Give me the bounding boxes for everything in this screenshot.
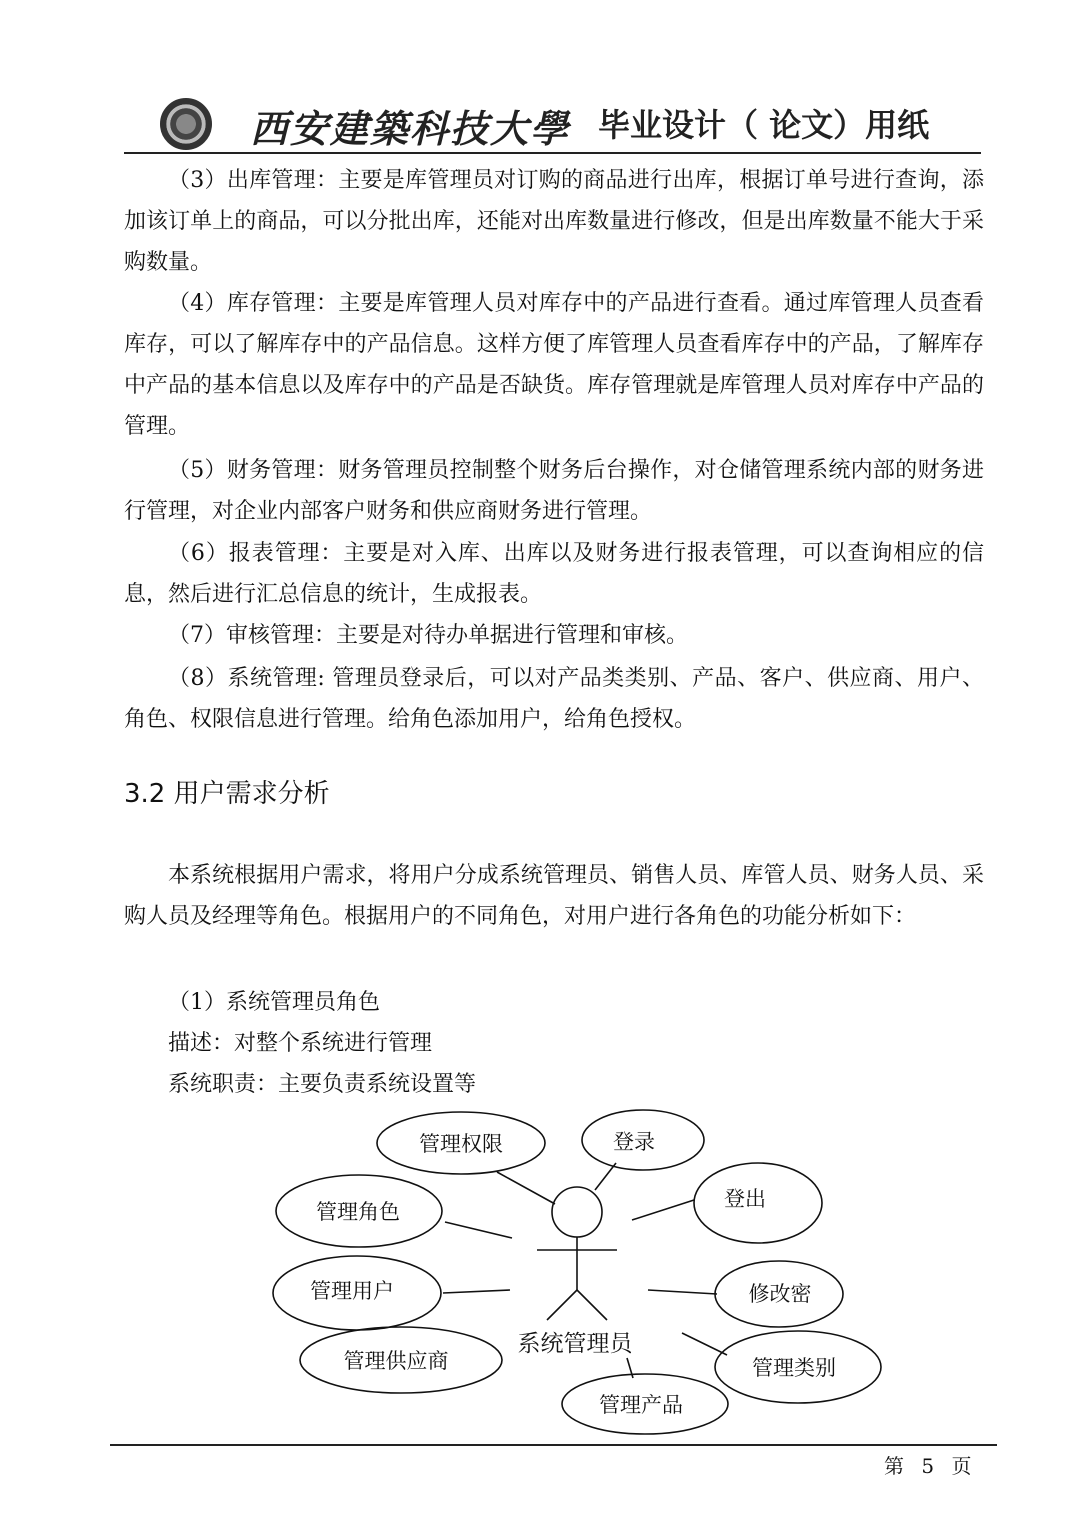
- paragraph-reports: （6）报表管理：主要是对入库、出库以及财务进行报表管理，可以查询相应的信息，然后进行汇总信息的统计，生成报表。: [124, 541, 984, 607]
- footer-divider: [110, 1444, 997, 1446]
- university-name: 西安建築科技大學: [250, 106, 571, 151]
- usecase-label-manage-permissions: 管理权限: [419, 1132, 503, 1156]
- link-manage-roles: [445, 1222, 512, 1238]
- link-change-password: [648, 1290, 717, 1294]
- usecase-label-change-password: 修改密: [748, 1282, 812, 1306]
- page-number: [884, 1450, 982, 1479]
- usecase-label-manage-categories: 管理类别: [752, 1356, 836, 1380]
- usecase-label-manage-users: 管理用户: [310, 1279, 394, 1303]
- section-heading: 3.2 用户需求分析: [124, 779, 330, 809]
- paragraph-inventory: （4）库存管理：主要是库管理人员对库存中的产品进行查看。通过库管理人员查看库存，可以了解库存中的产品信息。这样方便了库管理人员查看库存中的产品，了解库存中产品的基本信息以及库存中的产品是否缺货。库存管理就是库管理人员对库存中产品的管理。: [124, 291, 984, 439]
- usecase-label-manage-roles: 管理角色: [316, 1200, 400, 1224]
- link-manage-permissions: [497, 1172, 555, 1204]
- paragraph-audit: （7）审核管理：主要是对待办单据进行管理和审核。: [168, 623, 688, 648]
- link-login: [595, 1163, 616, 1190]
- actor-head: [552, 1187, 602, 1237]
- link-manage-categories: [682, 1333, 727, 1355]
- usecase-label-manage-products: 管理产品: [599, 1393, 683, 1417]
- link-manage-users: [443, 1290, 510, 1293]
- paper-title: 毕业设计（ 论文）用纸: [598, 106, 930, 144]
- paragraph-finance: （5）财务管理：财务管理员控制整个财务后台操作，对仓储管理系统内部的财务进行管理，对企业内部客户财务和供应商财务进行管理。: [124, 458, 984, 524]
- actor-right-leg: [577, 1290, 607, 1320]
- usecase-label-login: 登录: [613, 1130, 655, 1154]
- actor-left-leg: [547, 1290, 577, 1320]
- page-number-value: 5: [921, 1454, 935, 1478]
- role-duty: 系统职责：主要负责系统设置等: [168, 1072, 477, 1097]
- actor-label: 系统管理员: [517, 1331, 633, 1357]
- intro-paragraph: 本系统根据用户需求，将用户分成系统管理员、销售人员、库管人员、财务人员、采购人员及经理等角色。根据用户的不同角色，对用户进行各角色的功能分析如下：: [124, 863, 984, 929]
- usecase-label-manage-suppliers: 管理供应商: [343, 1349, 449, 1373]
- role-description: 描述：对整个系统进行管理: [168, 1031, 433, 1056]
- paragraph-outbound: （3）出库管理：主要是库管理员对订购的商品进行出库，根据订单号进行查询，添加该订单上的商品，可以分批出库，还能对出库数量进行修改，但是出库数量不能大于采购数量。: [124, 168, 984, 275]
- page-prefix: 第: [884, 1454, 904, 1478]
- usecase-label-logout: 登出: [724, 1187, 766, 1211]
- paragraph-system: （8）系统管理: 管理员登录后，可以对产品类类别、产品、客户、供应商、用户、角色、权限信息进行管理。给角色添加用户，给角色授权。: [124, 666, 984, 732]
- link-logout: [632, 1200, 694, 1220]
- page-suffix: 页: [951, 1454, 972, 1478]
- role-title: （1）系统管理员角色: [168, 990, 380, 1015]
